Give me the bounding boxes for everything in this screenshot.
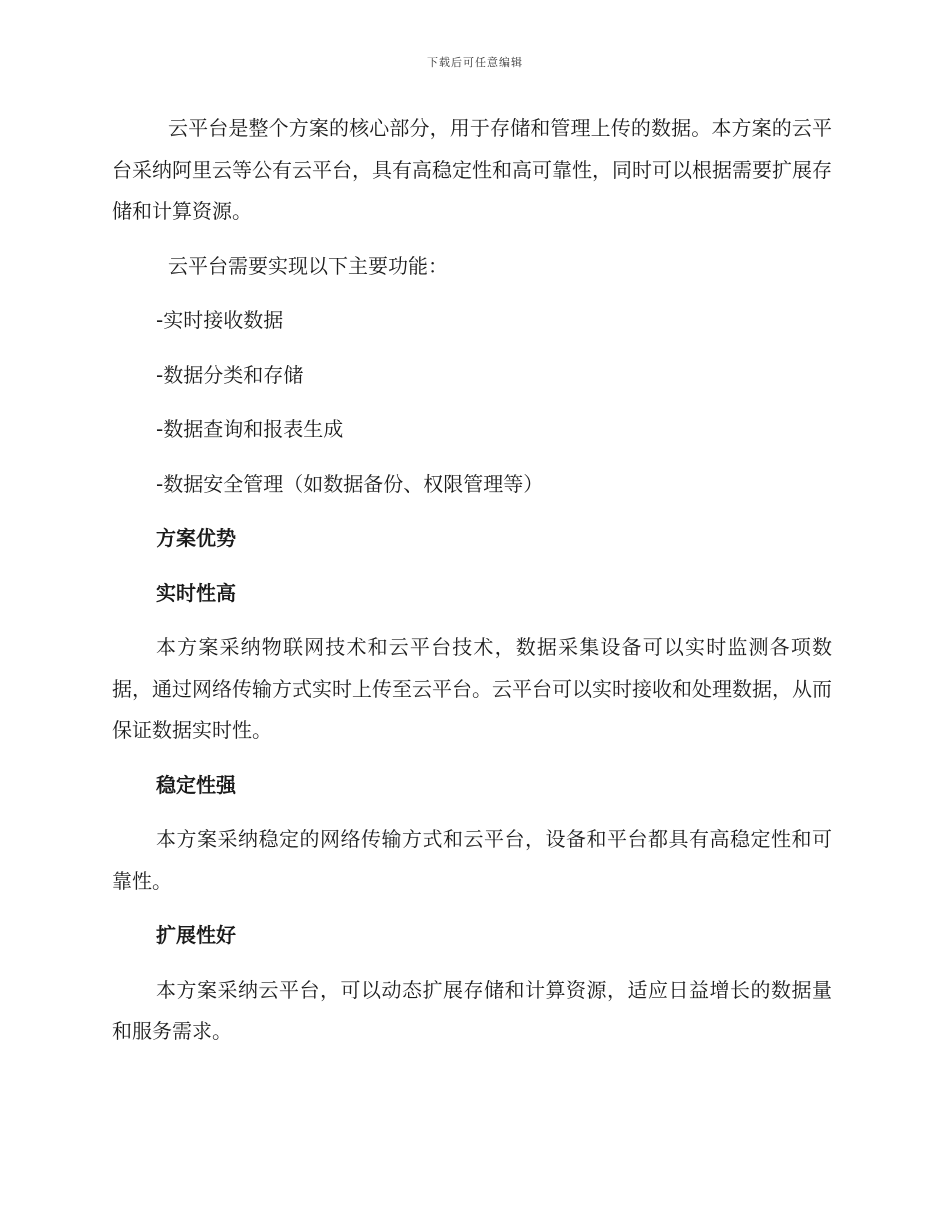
list-item: -数据查询和报表生成 (156, 417, 344, 441)
list-item: -数据安全管理（如数据备份、权限管理等） (156, 471, 544, 496)
realtime-paragraph: 本方案采纳物联网技术和云平台技术，数据采集设备可以实时监测各项数据，通过网络传输方式实时上传至云平台。云平台可以实时接收和处理数据，从而保证数据实时性。 (112, 635, 832, 742)
section-heading-realtime: 实时性高 (156, 580, 236, 605)
functions-intro: 云平台需要实现以下主要功能： (168, 253, 448, 278)
intro-paragraph: 云平台是整个方案的核心部分，用于存储和管理上传的数据。本方案的云平台采纳阿里云等公有云平台，具有高稳定性和高可靠性，同时可以根据需要扩展存储和计算资源。 (112, 116, 832, 223)
list-item: -数据分类和存储 (156, 362, 304, 387)
scalability-paragraph: 本方案采纳云平台，可以动态扩展存储和计算资源，适应日益增长的数据量和服务需求。 (112, 977, 832, 1043)
section-heading-advantages: 方案优势 (156, 526, 236, 550)
page-header: 下载后可任意编辑 (427, 56, 523, 69)
stability-paragraph: 本方案采纳稳定的网络传输方式和云平台，设备和平台都具有高稳定性和可靠性。 (112, 827, 832, 893)
section-heading-stability: 稳定性强 (156, 772, 236, 797)
document-body (112, 108, 832, 1066)
list-item: -实时接收数据 (156, 308, 284, 332)
section-heading-scalability: 扩展性好 (156, 923, 236, 947)
